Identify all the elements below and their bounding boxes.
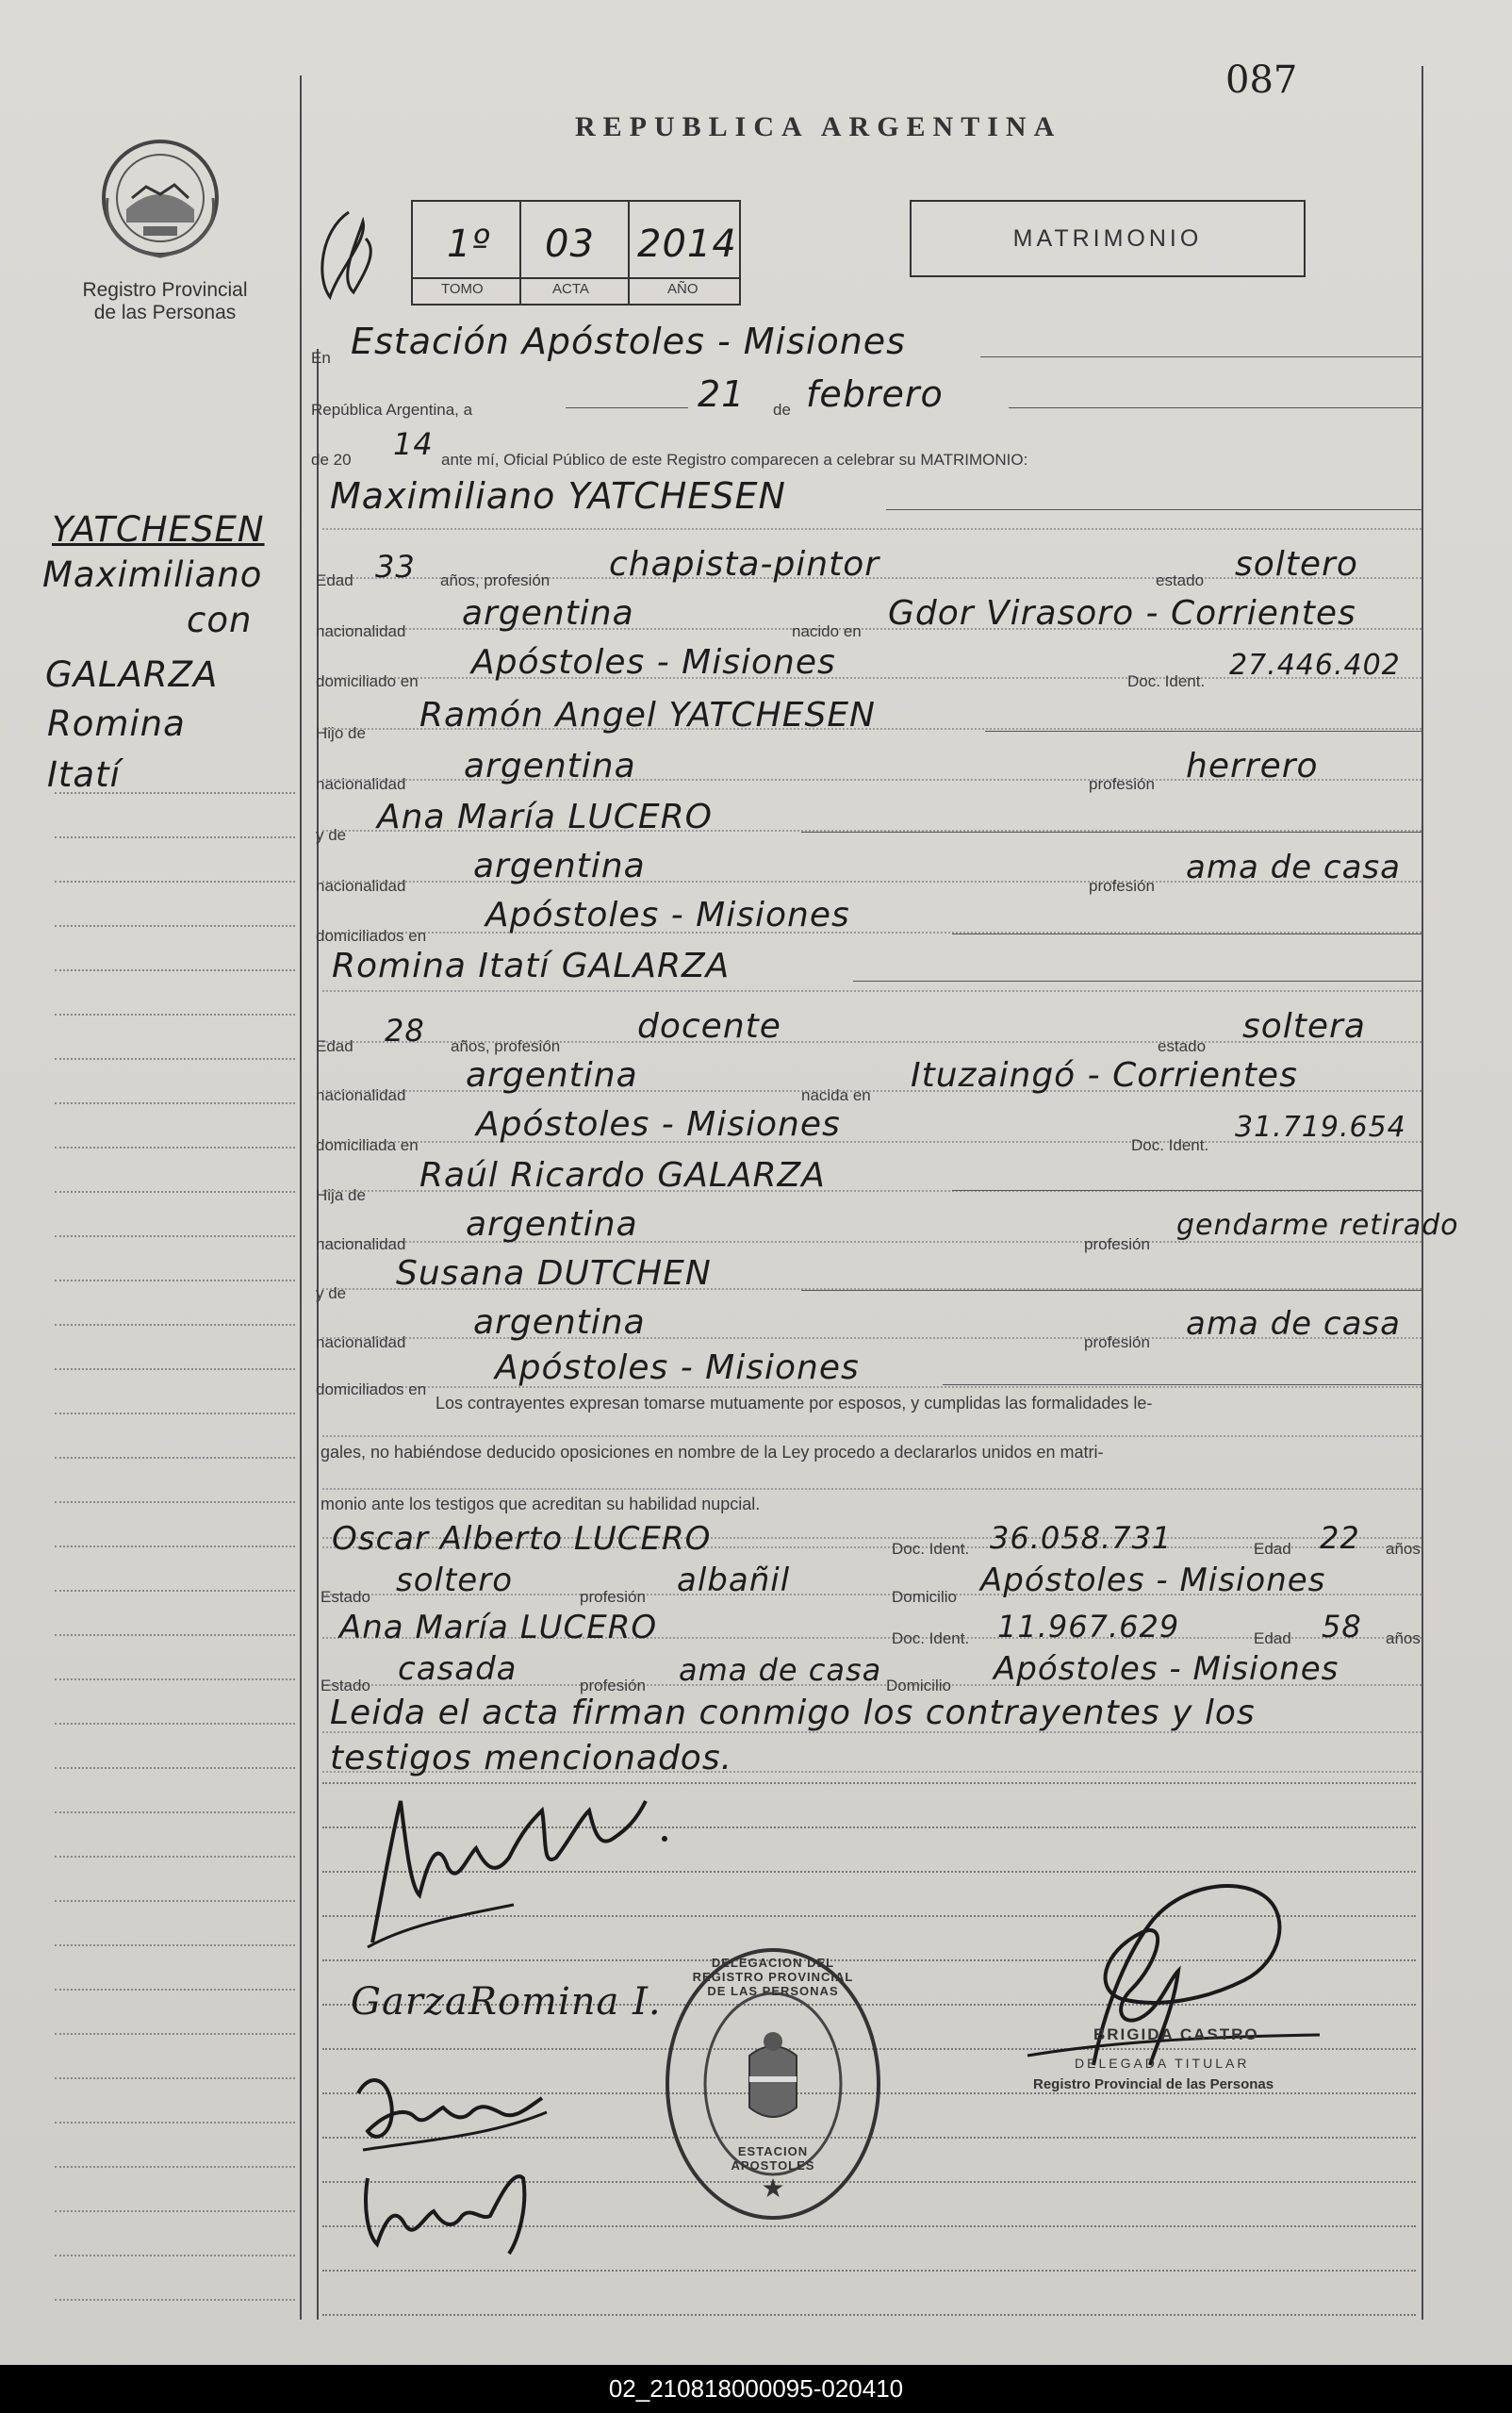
official-title: DELEGADA TITULAR: [1075, 2056, 1250, 2071]
groom-father-profesion-label: profesión: [1089, 775, 1155, 793]
margin-ruled-line: [55, 1856, 295, 1858]
margin-ruled-line: [55, 1678, 295, 1680]
witness1-anos-label: años: [1386, 1540, 1421, 1558]
page-number: 087: [1225, 58, 1298, 102]
margin-border-line: [300, 75, 302, 2320]
day-value: 21: [698, 373, 746, 415]
ano-label: AÑO: [667, 281, 698, 297]
groom-mother: Ana María LUCERO: [377, 798, 714, 836]
bride-mother-profesion-label: profesión: [1084, 1333, 1150, 1351]
bride-father-profesion-label: profesión: [1084, 1235, 1150, 1253]
groom-age: 33: [375, 549, 416, 585]
witness2-name: Ana María LUCERO: [339, 1609, 658, 1646]
witness1-status: soltero: [396, 1562, 513, 1599]
witness1-estado-label: Estado: [320, 1588, 370, 1606]
margin-surname-groom: YATCHESEN: [52, 509, 265, 550]
groom-mother-profession: ama de casa: [1186, 849, 1401, 886]
margin-ruled-line: [55, 1413, 295, 1414]
republica-label: República Argentina, a: [311, 401, 473, 419]
bride-nationality: argentina: [466, 1056, 638, 1095]
witness2-profesion-label: profesión: [580, 1677, 646, 1694]
witness2-profession: ama de casa: [679, 1652, 882, 1688]
margin-ruled-line: [55, 792, 295, 794]
official-name: BRIGIDA CASTRO: [1093, 2025, 1259, 2043]
bride-parents-domicile-label: domiciliados en: [316, 1380, 427, 1398]
groom-mother-nationality: argentina: [473, 847, 646, 885]
margin-ruled-line: [55, 1368, 295, 1370]
margin-surname-bride: GALARZA: [45, 654, 219, 695]
bride-father-nacionalidad-label: nacionalidad: [316, 1235, 406, 1253]
bride-father: Raúl Ricardo GALARZA: [419, 1156, 826, 1195]
ano-value: 2014: [637, 223, 737, 266]
margin-ruled-line: [55, 1324, 295, 1326]
margin-ruled-line: [55, 1767, 295, 1769]
groom-edad-label: Edad: [316, 571, 353, 589]
form-ruled-line: [322, 528, 1422, 530]
margin-ruled-line: [55, 1590, 295, 1592]
margin-name-bride: Romina: [47, 703, 186, 744]
margin-ruled-line: [55, 1501, 295, 1503]
form-ruled-line: [322, 990, 1422, 992]
bride-status: soltera: [1242, 1007, 1366, 1046]
witness2-doc: 11.967.629: [997, 1609, 1180, 1644]
official-signature: [1018, 1876, 1339, 2079]
groom-father: Ramón Angel YATCHESEN: [419, 696, 876, 735]
office-name-line2: de las Personas: [93, 302, 237, 323]
body-right-line: [1422, 66, 1423, 2320]
bride-mother-profession: ama de casa: [1186, 1305, 1401, 1343]
margin-ruled-line: [55, 2033, 295, 2035]
statement-line-3: monio ante los testigos que acreditan su habilidad nupcial.: [320, 1495, 761, 1513]
de-label: de: [773, 401, 791, 419]
witness1-profesion-label: profesión: [580, 1588, 646, 1606]
year-suffix-value: 14: [393, 426, 434, 462]
groom-name: Maximiliano YATCHESEN: [330, 475, 786, 517]
margin-ruled-line: [55, 1634, 295, 1636]
margin-con: con: [187, 600, 253, 640]
witness2-signature: [349, 2150, 556, 2268]
bride-profession: docente: [637, 1007, 781, 1046]
bride-age: 28: [385, 1013, 425, 1049]
provincial-seal-logo: [94, 132, 226, 264]
groom-father-nationality: argentina: [464, 747, 636, 785]
stamp-outer-text: DELEGACION DEL REGISTRO PROVINCIAL DE LAS PERSONAS: [692, 1956, 854, 1998]
witness2-status: casada: [398, 1650, 518, 1688]
bride-birthplace: Ituzaingó - Corrientes: [911, 1056, 1298, 1095]
bride-parents-domicile: Apóstoles - Misiones: [495, 1348, 860, 1387]
witness2-age: 58: [1322, 1609, 1362, 1644]
groom-hijo-de-label: Hijo de: [316, 724, 366, 742]
margin-name-groom: Maximiliano: [42, 554, 263, 595]
bride-anos-profesion-label: años, profesión: [451, 1037, 561, 1055]
stamp-inner-text: ESTACION APOSTOLES: [731, 2144, 815, 2173]
witness1-name: Oscar Alberto LUCERO: [332, 1520, 712, 1558]
svg-text:★: ★: [761, 2173, 785, 2204]
bride-y-de-label: y de: [316, 1284, 347, 1302]
record-type-box: MATRIMONIO: [910, 200, 1306, 277]
bride-nacionalidad-label: nacionalidad: [316, 1086, 406, 1104]
margin-name-bride-2: Itatí: [47, 754, 121, 795]
groom-father-profession: herrero: [1186, 747, 1319, 785]
groom-nationality: argentina: [462, 594, 634, 633]
groom-nacionalidad-label: nacionalidad: [316, 622, 406, 640]
margin-ruled-line: [55, 1944, 295, 1946]
margin-ruled-line: [55, 2255, 295, 2256]
margin-ruled-line: [55, 1014, 295, 1016]
witness1-age: 22: [1320, 1520, 1360, 1556]
groom-mother-nacionalidad-label: nacionalidad: [316, 877, 406, 895]
margin-ruled-line: [55, 969, 295, 971]
margin-ruled-line: [55, 1545, 295, 1547]
bride-mother-nacionalidad-label: nacionalidad: [316, 1333, 406, 1351]
document-id-footer: 02_210818000095-020410: [0, 2365, 1512, 2413]
bride-mother-nationality: argentina: [473, 1303, 646, 1342]
margin-ruled-line: [55, 1811, 295, 1813]
bride-nacida-en-label: nacida en: [801, 1086, 871, 1104]
witness2-doc-label: Doc. Ident.: [892, 1629, 970, 1647]
margin-ruled-line: [55, 1235, 295, 1237]
body-ruled-line: [322, 2314, 1416, 2316]
bride-father-nationality: argentina: [466, 1205, 638, 1244]
margin-ruled-line: [55, 836, 295, 838]
margin-ruled-line: [55, 1058, 295, 1060]
form-ruled-line: [322, 1435, 1422, 1437]
ante-mi-text: ante mí, Oficial Público de este Registro comparecen a celebrar su MATRIMONIO:: [441, 451, 1028, 469]
statement-line-2: gales, no habiéndose deducido oposiciones en nombre de la Ley procedo a declararlos unidos en matri-: [320, 1443, 1104, 1462]
groom-birthplace: Gdor Virasoro - Corrientes: [888, 594, 1356, 633]
margin-ruled-line: [55, 2166, 295, 2168]
bride-estado-label: estado: [1158, 1037, 1207, 1055]
bride-domicile: Apóstoles - Misiones: [476, 1105, 841, 1144]
closing-line-2: testigos mencionados.: [330, 1739, 733, 1777]
margin-ruled-line: [55, 925, 295, 927]
groom-doc: 27.446.402: [1229, 649, 1401, 682]
groom-mother-profesion-label: profesión: [1089, 877, 1155, 895]
groom-status: soltero: [1235, 545, 1358, 584]
margin-ruled-line: [55, 2299, 295, 2301]
margin-ruled-line: [55, 881, 295, 883]
margin-ruled-line: [55, 1457, 295, 1459]
groom-domicile: Apóstoles - Misiones: [471, 643, 836, 682]
witness2-domicilio-label: Domicilio: [886, 1677, 951, 1694]
place-value: Estación Apóstoles - Misiones: [351, 321, 906, 362]
groom-y-de-label: y de: [316, 826, 347, 844]
tomo-label: TOMO: [441, 281, 484, 297]
margin-ruled-line: [55, 1102, 295, 1104]
acta-label: ACTA: [552, 281, 589, 297]
acta-value: 03: [545, 223, 595, 266]
margin-ruled-line: [55, 2077, 295, 2079]
year-prefix-label: de 20: [311, 451, 352, 469]
witness2-domicile: Apóstoles - Misiones: [994, 1650, 1339, 1688]
witness1-doc-label: Doc. Ident.: [892, 1540, 970, 1558]
bride-hija-de-label: Hija de: [316, 1186, 366, 1204]
body-ruled-line: [322, 2270, 1416, 2272]
form-ruled-line: [322, 1488, 1422, 1490]
witness1-profession: albañil: [677, 1562, 791, 1599]
bride-edad-label: Edad: [316, 1037, 353, 1055]
office-name-line1: Registro Provincial: [82, 279, 248, 301]
margin-ruled-line: [55, 2210, 295, 2212]
witness1-domicile: Apóstoles - Misiones: [980, 1562, 1326, 1599]
witness1-doc: 36.058.731: [990, 1520, 1173, 1556]
bride-doc-label: Doc. Ident.: [1131, 1136, 1209, 1154]
margin-ruled-line: [55, 1191, 295, 1193]
witness2-estado-label: Estado: [320, 1677, 370, 1694]
groom-anos-profesion-label: años, profesión: [440, 571, 551, 589]
groom-doc-label: Doc. Ident.: [1127, 672, 1206, 690]
groom-parents-domicile-label: domiciliados en: [316, 927, 427, 945]
groom-domiciliado-label: domiciliado en: [316, 672, 419, 690]
initials-signature: [311, 203, 386, 311]
groom-profession: chapista-pintor: [609, 545, 880, 584]
bride-domiciliada-label: domiciliada en: [316, 1136, 419, 1154]
groom-nacido-en-label: nacido en: [792, 622, 862, 640]
statement-line-1: Los contrayentes expresan tomarse mutuamente por esposos, y cumplidas las formalidades le-: [436, 1394, 1153, 1413]
margin-ruled-line: [55, 1900, 295, 1902]
record-number-box: [411, 200, 741, 306]
bride-name: Romina Itatí GALARZA: [332, 947, 731, 985]
witness2-anos-label: años: [1386, 1629, 1421, 1647]
closing-line-1: Leida el acta firman conmigo los contrayentes y los: [330, 1694, 1256, 1732]
margin-ruled-line: [55, 1147, 295, 1149]
witness-name-signature: GarzaRomina I.: [351, 1980, 662, 2024]
country-title: REPUBLICA ARGENTINA: [575, 111, 1062, 142]
witness2-edad-label: Edad: [1254, 1629, 1291, 1647]
month-value: febrero: [806, 373, 944, 415]
margin-ruled-line: [55, 1723, 295, 1725]
official-stamp: [660, 1942, 886, 2225]
groom-parents-domicile: Apóstoles - Misiones: [485, 896, 850, 934]
bride-doc: 31.719.654: [1235, 1111, 1406, 1144]
groom-estado-label: estado: [1156, 571, 1205, 589]
tomo-value: 1º: [447, 223, 491, 266]
margin-ruled-line: [55, 1989, 295, 1991]
groom-signature: [353, 1782, 693, 1957]
margin-ruled-line: [55, 2122, 295, 2124]
en-label: En: [311, 349, 331, 367]
groom-father-nacionalidad-label: nacionalidad: [316, 775, 406, 793]
witness1-edad-label: Edad: [1254, 1540, 1291, 1558]
form-ruled-line: [322, 1386, 1422, 1388]
bride-mother: Susana DUTCHEN: [396, 1254, 712, 1293]
bride-father-profession: gendarme retirado: [1176, 1209, 1459, 1242]
margin-ruled-line: [55, 1280, 295, 1281]
official-office: Registro Provincial de las Personas: [1033, 2076, 1274, 2092]
witness1-domicilio-label: Domicilio: [892, 1588, 957, 1606]
office-name: [57, 279, 273, 324]
